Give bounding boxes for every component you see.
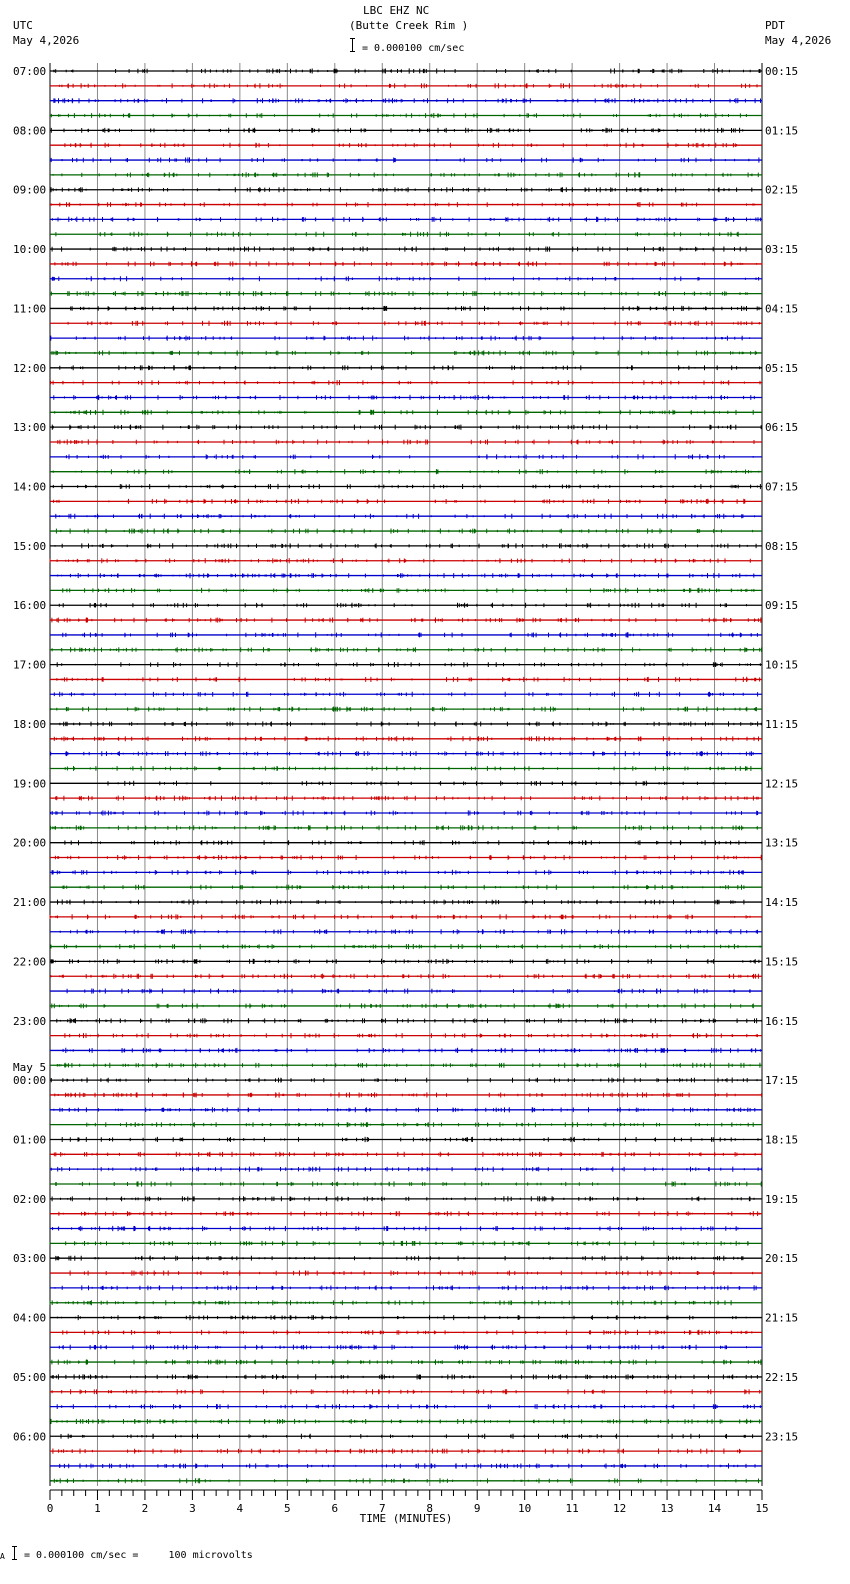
utc-hour-label: 10:00: [13, 243, 47, 257]
utc-hour-label: 08:00: [13, 124, 47, 138]
x-tick-label: 11: [565, 1502, 579, 1515]
pdt-hour-label: 16:15: [765, 1014, 799, 1028]
utc-hour-label: 15:00: [13, 539, 47, 553]
utc-hour-label: 19:00: [13, 777, 47, 791]
right-date: May 4,2026: [765, 34, 832, 47]
x-tick-label: 2: [141, 1502, 149, 1515]
x-tick-label: 7: [378, 1502, 386, 1515]
utc-hour-label: 12:00: [13, 361, 47, 375]
station-location: (Butte Creek Rim ): [349, 19, 469, 32]
x-tick-label: 5: [284, 1502, 291, 1515]
pdt-hour-label: 10:15: [765, 658, 799, 672]
pdt-hour-label: 17:15: [765, 1074, 799, 1088]
right-timezone: PDT: [765, 19, 785, 32]
x-tick-label: 15: [755, 1502, 769, 1515]
footer-prefix: A: [0, 1552, 5, 1561]
x-tick-label: 3: [189, 1502, 196, 1515]
utc-hour-label: 18:00: [13, 717, 47, 731]
utc-hour-label: 22:00: [13, 955, 47, 969]
utc-hour-label: 03:00: [13, 1252, 47, 1266]
x-tick-label: 14: [707, 1502, 722, 1515]
utc-hour-label: 05:00: [13, 1370, 47, 1384]
utc-hour-label: 14:00: [13, 480, 47, 494]
pdt-hour-label: 21:15: [765, 1311, 799, 1325]
pdt-hour-label: 01:15: [765, 124, 799, 138]
pdt-hour-label: 03:15: [765, 243, 799, 257]
pdt-hour-label: 00:15: [765, 65, 799, 78]
x-axis-label: TIME (MINUTES): [359, 1512, 453, 1525]
utc-hour-label: 11:00: [13, 302, 47, 316]
x-tick-label: 1: [94, 1502, 101, 1515]
pdt-hour-label: 08:15: [765, 539, 799, 553]
utc-hour-label: 07:00: [13, 65, 47, 78]
seismic-trace-noise: [60, 929, 757, 934]
pdt-hour-label: 02:15: [765, 183, 799, 197]
utc-hour-label: 21:00: [13, 896, 47, 910]
utc-hour-label: 02:00: [13, 1192, 47, 1206]
utc-hour-label: 01:00: [13, 1133, 47, 1147]
utc-hour-label: 00:00: [13, 1074, 47, 1088]
pdt-hour-label: 13:15: [765, 836, 799, 850]
pdt-hour-label: 14:15: [765, 896, 799, 910]
utc-hour-label: 20:00: [13, 836, 47, 850]
pdt-hour-label: 05:15: [765, 361, 799, 375]
scale-label: = 0.000100 cm/sec: [362, 43, 465, 54]
station-title: LBC EHZ NC: [363, 4, 430, 17]
utc-hour-label: 04:00: [13, 1311, 47, 1325]
utc-hour-label: 09:00: [13, 183, 47, 197]
pdt-hour-label: 06:15: [765, 421, 799, 435]
pdt-hour-label: 07:15: [765, 480, 799, 494]
x-tick-label: 6: [331, 1502, 339, 1515]
utc-hour-label: 13:00: [13, 421, 47, 435]
pdt-hour-label: 18:15: [765, 1133, 799, 1147]
left-timezone: UTC: [13, 19, 33, 32]
utc-hour-label: 23:00: [13, 1014, 47, 1028]
pdt-hour-label: 22:15: [765, 1370, 799, 1384]
pdt-hour-label: 04:15: [765, 302, 799, 316]
utc-hour-label: 16:00: [13, 599, 47, 613]
pdt-hour-label: 20:15: [765, 1252, 799, 1266]
utc-hour-label: 17:00: [13, 658, 47, 672]
x-tick-label: 4: [236, 1502, 244, 1515]
x-tick-label: 10: [518, 1502, 532, 1515]
x-tick-label: 12: [612, 1502, 627, 1515]
x-tick-label: 8: [426, 1502, 434, 1515]
pdt-hour-label: 12:15: [765, 777, 799, 791]
pdt-hour-label: 11:15: [765, 717, 799, 731]
footer-scale-label: = 0.000100 cm/sec = 100 microvolts: [24, 1550, 253, 1561]
pdt-hour-label: 23:15: [765, 1430, 799, 1444]
pdt-hour-label: 15:15: [765, 955, 799, 969]
pdt-hour-label: 19:15: [765, 1192, 799, 1206]
footer-scale-bar-icon: [14, 1546, 15, 1560]
utc-date-change-label: May 5: [13, 1061, 47, 1075]
x-tick-label: 13: [660, 1502, 674, 1515]
x-tick-label: 0: [46, 1502, 54, 1515]
utc-hour-label: 06:00: [13, 1430, 47, 1444]
x-tick-label: 9: [473, 1502, 481, 1515]
pdt-hour-label: 09:15: [765, 599, 799, 613]
left-date: May 4,2026: [13, 34, 80, 47]
